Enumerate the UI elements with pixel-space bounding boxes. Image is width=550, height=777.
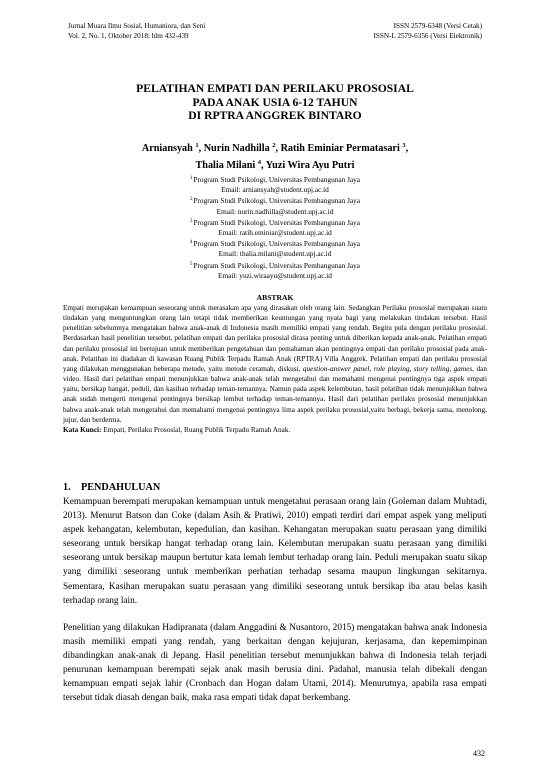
affiliation-program: Program Studi Psikologi, Universitas Pembangunan Jaya bbox=[193, 175, 361, 184]
abstract-heading: ABSTRAK bbox=[256, 293, 294, 302]
section-heading bbox=[63, 482, 487, 493]
affiliation-item bbox=[68, 195, 482, 216]
abstract-text-part: Empati merupakan kemampuan seseorang untuk merasakan apa yang dirasakan oleh orang lain. Sedangkan Perilaku prososial merupakan suatu tindakan yang menguntungkan orang lain tetapi tidak memberikan keuntungan yang nyata bagi yang melakukan tindakan tersebut. Hasil penelitian sebelumnya mengatakan bahwa anak-anak di Indonesia masih memiliki empati yang rendah. Begitu pula dengan perilaku prososial. Berdasarkan hasil penelitian tersebut, pelatihan empati dan perilaku prososial dirasa penting untuk diberikan kepada anak-anak. Pelatihan empati dan perilaku prososial ini bertujuan untuk memberikan pengetahuan dan pemahaman akan pentingnya empati dan perilaku prososial pada anak-anak. Pelatihan ini diadakan di kawasan Ruang Publik Terpadu Ramah Anak (RPTRA) Villa Anggrek. Pelatihan empati dan perilaku prososial yang dilakukan menggunakan beberapa metode, yaitu metode ceramah, diskusi, bbox=[63, 304, 487, 373]
abstract-body bbox=[63, 303, 487, 435]
author-separator: , bbox=[405, 143, 409, 154]
author-affiliation-mark: 2 bbox=[272, 142, 276, 149]
keywords-label: Kata Kunci: bbox=[63, 425, 102, 434]
affiliation-mark: 1 bbox=[189, 176, 193, 181]
author-separator: , bbox=[275, 143, 281, 154]
body-text bbox=[63, 495, 487, 718]
keywords-list: Empati, Perilaku Prososial, Ruang Publik Terpadu Ramah Anak. bbox=[101, 425, 291, 434]
affiliation-program: Program Studi Psikologi, Universitas Pembangunan Jaya bbox=[193, 260, 361, 270]
abstract-text-part: dan video. Hasil dari pelatihan empati menunjukkan bahwa anak-anak telah mengetahui dan memahami mengenai pentingnya tiga aspek empati yaitu, bersikap hangat, peduli, dan kasihan terhadap teman-temannya. Namun pada aspek kelembutan, hasil pelatihan tidak menunjukkan bahwa anak sudah mengerti mengenai pentingnya bersikap lembut terhadap teman-temannya. Hasil dari pelatihan perilaku prososial menunjukkan bahwa anak-anak telah mengetahui dan memahami mengenai pentingnya lima aspek perilaku prososial,yaitu berbagi, bekerja sama, menolong, jujur, dan berderma. bbox=[63, 364, 487, 424]
affiliation-email: Email: arniansyah@student.upj.ac.id bbox=[221, 185, 329, 195]
affiliation-email: Email: nurin.nadhilla@student.upj.ac.id bbox=[216, 206, 334, 216]
author-list bbox=[68, 139, 482, 173]
author-affiliation-mark: 4 bbox=[257, 159, 262, 166]
affiliation-item bbox=[68, 260, 482, 281]
section-number: 1. bbox=[63, 482, 71, 493]
title-line: PELATIHAN EMPATI DAN PERILAKU PROSOSIAL bbox=[136, 82, 414, 95]
affiliation-mark: 3 bbox=[189, 218, 193, 224]
body-paragraph: Kemampuan berempati merupakan kemampuan untuk mengetahui perasaan orang lain (Goleman dalam Muhtadi, 2013). Menurut Batson dan Coke (dalam Asih & Pratiwi, 2010) empati terdiri dari empat aspek yang meliputi aspek kehangatan, kelembutan, kepedulian, dan kasihan. Kehangatan merupakan suatu perasaan yang dimiliki seseorang untuk bersikap hangat terhadap orang lain. Kelembutan merupakan suatu perasaan yang dimiliki seseorang untuk bersikap maupun bertutur kata lemah lembut terhadap orang lain. Peduli merupakan suatu sikap yang dimiliki seseorang untuk memberikan perhatian terhadap sesama maupun lingkungan sekitarnya. Sementara, Kasihan merupakan suatu perasaan yang dimiliki seseorang untuk bersikap iba atau belas kasih terhadap orang lain. bbox=[63, 497, 487, 606]
affiliation-mark: 2 bbox=[189, 197, 193, 203]
affiliation-item bbox=[68, 217, 482, 238]
affiliation-email: Email: ratih.eminiar@student.upj.ac.id bbox=[218, 228, 332, 238]
affiliation-program: Program Studi Psikologi, Universitas Pembangunan Jaya bbox=[193, 196, 361, 206]
author-name: Yuzi Wira Ayu Putri bbox=[265, 160, 355, 171]
affiliation-item bbox=[68, 238, 482, 259]
abstract-text bbox=[63, 303, 487, 425]
running-header bbox=[68, 21, 482, 41]
affiliation-email: Email: thalia.milani@student.upj.ac.id bbox=[218, 249, 332, 259]
author-separator: , bbox=[198, 143, 204, 154]
title-line: DI RPTRA ANGGREK BINTARO bbox=[188, 109, 362, 122]
author-line bbox=[68, 139, 482, 156]
page-number: 432 bbox=[473, 749, 485, 758]
author-name: Arniansyah bbox=[141, 143, 193, 154]
issn-online: ISSN-L 2579-6356 (Versi Elektronik) bbox=[373, 32, 482, 40]
affiliation-email: Email: yuzi.wiraayu@student.upj.ac.id bbox=[218, 270, 332, 280]
affiliation-program: Program Studi Psikologi, Universitas Pembangunan Jaya bbox=[193, 239, 361, 249]
journal-name: Jurnal Muara Ilmu Sosial, Humaniora, dan Seni bbox=[68, 22, 206, 30]
volume-info: Vol. 2, No. 1, Oktober 2018: hlm 432-439 bbox=[68, 32, 189, 40]
affiliation-item bbox=[68, 174, 482, 195]
body-paragraph: Penelitian yang dilakukan Hadipranata (dalam Anggadini & Nusantoro, 2015) mengatakan bahwa anak Indonesia masih memiliki empati yang rendah, yang berkaitan dengan kejujuran, kerjasama, dan kepemimpinan dibandingkan anak-anak di Jepang. Hasil penelitian tersebut menunjukkan bahwa di Indonesia telah terjadi penurunan kemampuan berempati sejak anak masih berusia dini. Padahal, manusia telah dibekali dengan kemampuan empati sejak lahir (Cronbach dan Hogan dalam Utami, 2014). Menurutnya, apabila rasa empati tersebut tidak diasah dengan baik, maka rasa empati tidak dapat berkembang. bbox=[63, 622, 487, 704]
author-line bbox=[68, 156, 482, 173]
section-title: PENDAHULUAN bbox=[81, 482, 161, 493]
paper-title bbox=[68, 82, 482, 123]
author-affiliation-mark: 1 bbox=[195, 142, 199, 149]
affiliation-program: Program Studi Psikologi, Universitas Pembangunan Jaya bbox=[193, 217, 361, 227]
author-name: Thalia Milani bbox=[195, 160, 256, 171]
affiliation-mark: 4 bbox=[189, 240, 193, 246]
affiliation-list bbox=[68, 174, 482, 281]
affiliation-mark: 5 bbox=[189, 261, 193, 267]
author-name: Nurin Nadhilla bbox=[203, 143, 270, 154]
author-affiliation-mark: 3 bbox=[402, 142, 406, 149]
author-name: Ratih Eminiar Permatasari bbox=[280, 143, 400, 154]
author-separator: , bbox=[261, 160, 266, 171]
keywords bbox=[63, 425, 487, 435]
title-line: PADA ANAK USIA 6-12 TAHUN bbox=[192, 95, 358, 109]
abstract-methods-italic: question-answer panel, role playing, story telling, games, bbox=[302, 364, 474, 373]
issn-print: ISSN 2579-6348 (Versi Cetak) bbox=[393, 22, 482, 30]
